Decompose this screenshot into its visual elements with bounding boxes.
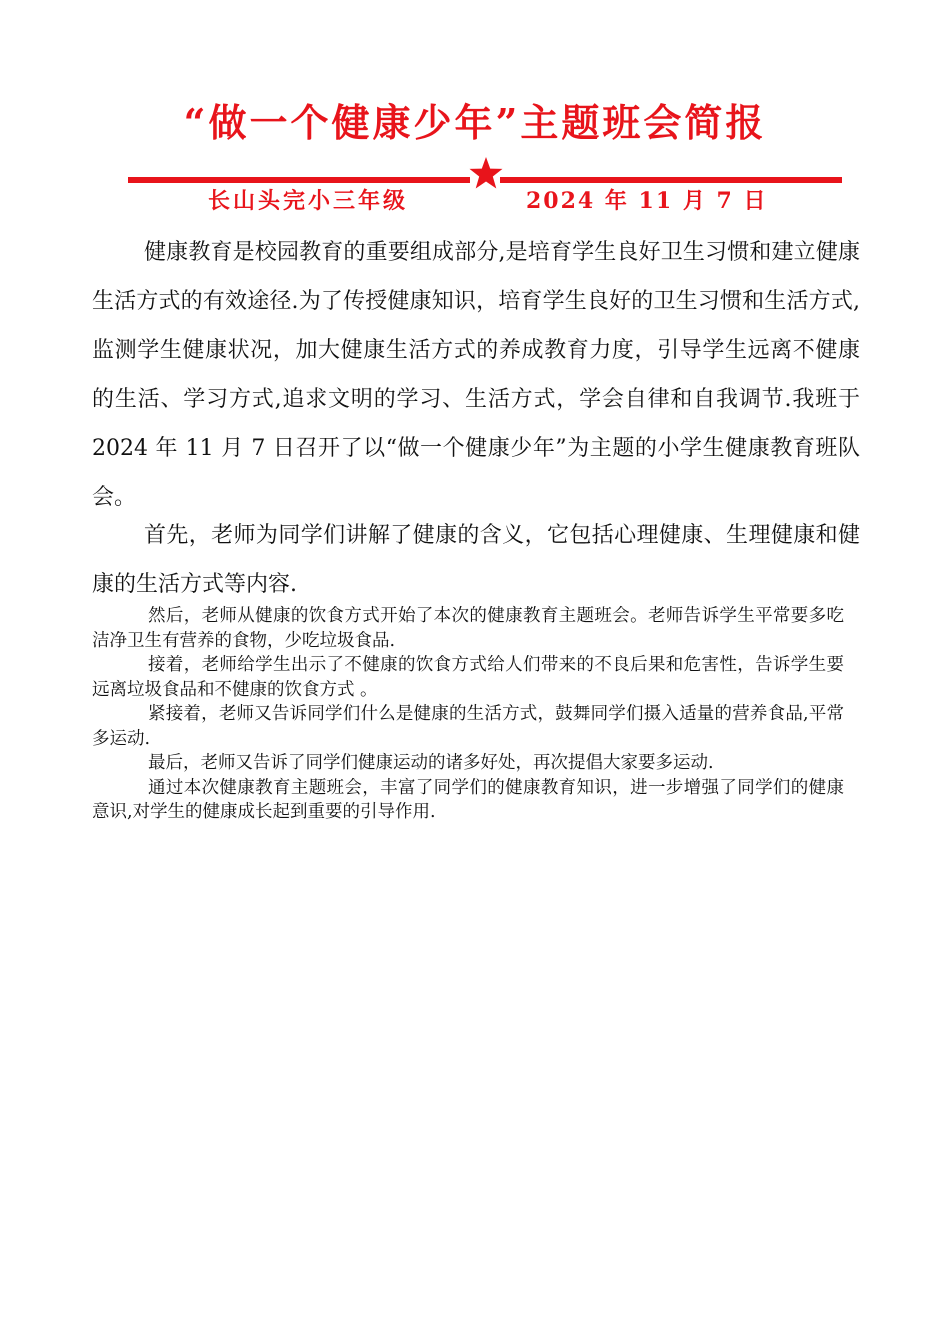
school-class: 长山头完小三年级 (208, 188, 409, 214)
finally-paragraph: 最后，老师又告诉了同学们健康运动的诸多好处，再次提倡大家要多运动. (148, 753, 714, 773)
conclusion-paragraph: 通过本次健康教育主题班会，丰富了同学们的健康教育知识，进一步增强了同学们的健康意识,对学生的健康成长起到重要的引导作用. (92, 777, 844, 822)
divider-left-line (128, 177, 470, 183)
star-icon (468, 156, 504, 192)
divider-right-line (500, 177, 842, 183)
lifestyle-paragraph: 紧接着，老师又告诉同学们什么是健康的生活方式，鼓舞同学们摄入适量的营养食品,平常多运动. (92, 704, 844, 749)
next-paragraph: 接着，老师给学生出示了不健康的饮食方式给人们带来的不良后果和危害性，告诉学生要远离垃圾食品和不健康的饮食方式 。 (92, 655, 844, 700)
meeting-date: 2024 年 11 月 7 日 (526, 188, 768, 214)
first-paragraph: 首先，老师为同学们讲解了健康的含义，它包括心理健康、生理健康和健康的生活方式等内容. (92, 523, 860, 597)
intro-paragraph: 健康教育是校园教育的重要组成部分,是培育学生良好卫生习惯和建立健康生活方式的有效途径.为了传授健康知识，培育学生良好的卫生习惯和生活方式,监测学生健康状况，加大健康生活方式的养成教育力度，引导学生远离不健康的生活、学习方式,追求文明的学习、生活方式，学会自律和自我调节.我班于 2024 年 11 月 7 日召开了以“做一个健康少年”为主题的小学生健康教育班队会。 (92, 240, 860, 510)
document-title: “做一个健康少年”主题班会简报 (183, 100, 767, 145)
then-paragraph: 然后，老师从健康的饮食方式开始了本次的健康教育主题班会。老师告诉学生平常要多吃洁净卫生有营养的食物，少吃垃圾食品. (92, 606, 844, 651)
report-body (92, 604, 844, 825)
